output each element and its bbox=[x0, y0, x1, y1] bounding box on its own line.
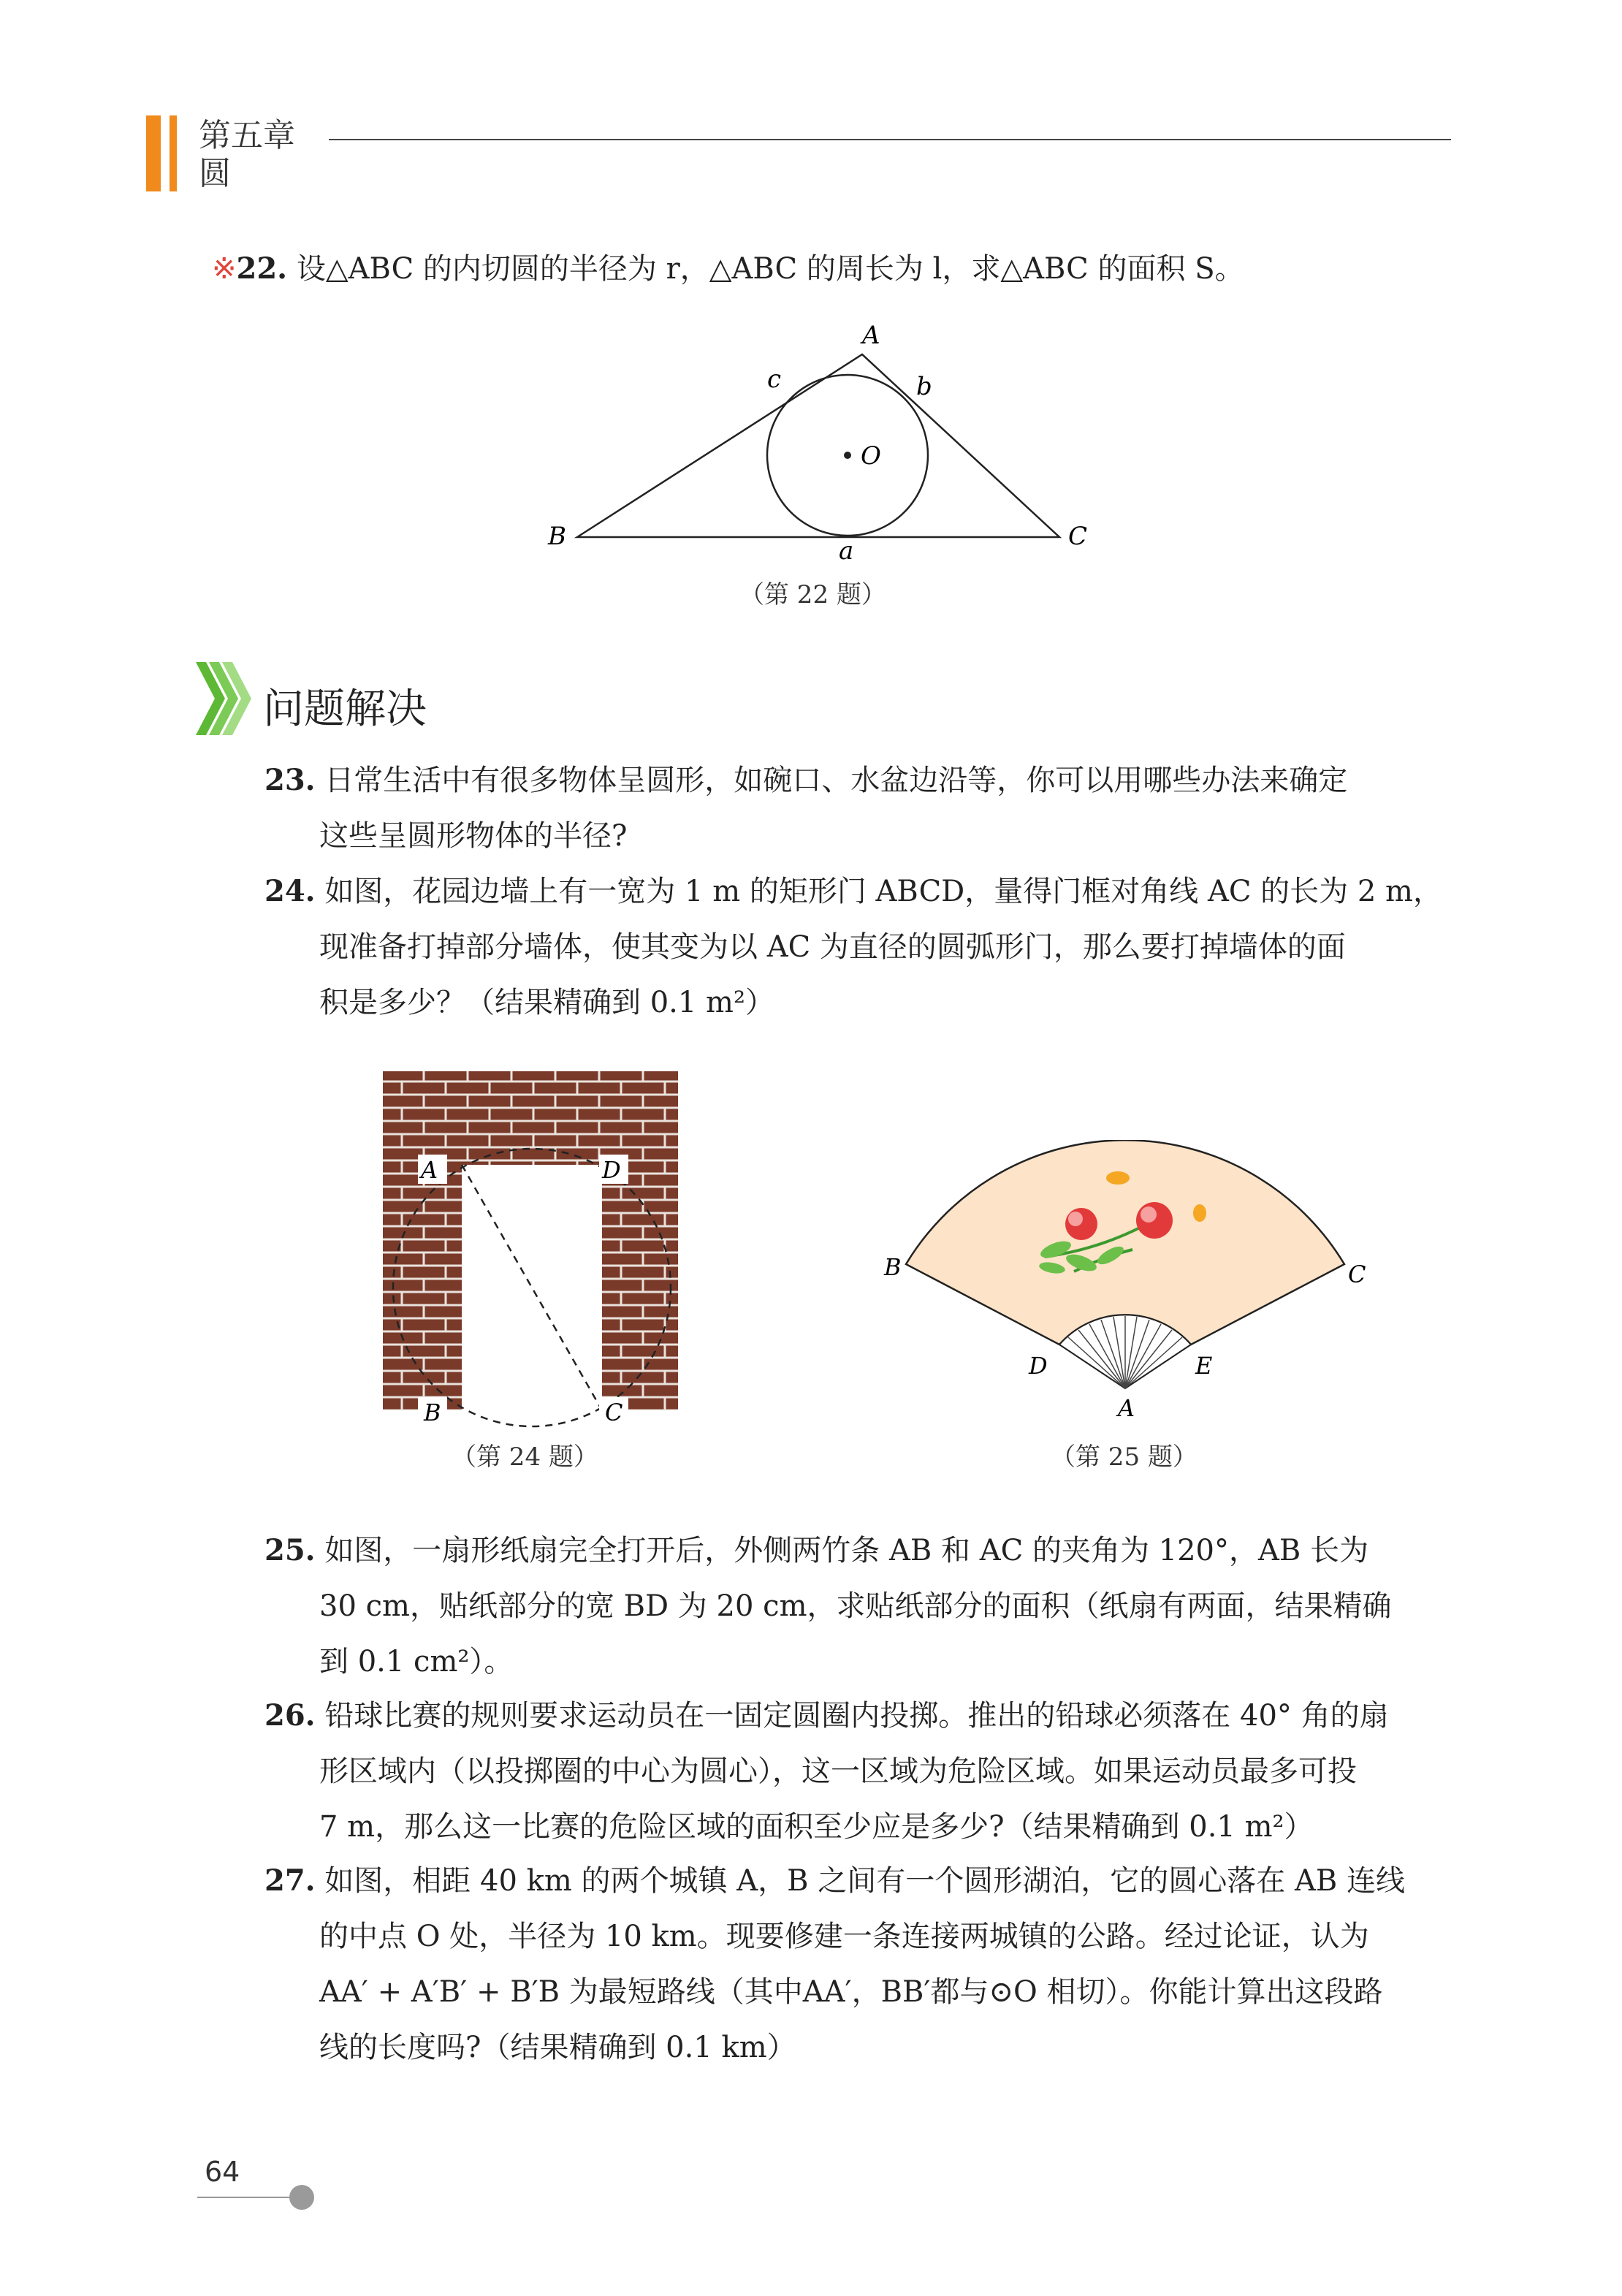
question-text-line: 如图，一扇形纸扇完全打开后，外侧两竹条 AB 和 AC 的夹角为 120°，AB 长为 bbox=[324, 1534, 1369, 1567]
footer-dot bbox=[289, 2185, 314, 2210]
chapter-title: 圆 bbox=[199, 155, 231, 192]
question-25 bbox=[264, 1523, 1463, 1689]
question-text-line: 铅球比赛的规则要求运动员在一固定圆圈内投掷。推出的铅球必须落在 40° 角的扇 bbox=[324, 1699, 1389, 1733]
question-text: 设△ABC 的内切圆的半径为 r，△ABC 的周长为 l，求△ABC 的面积 S。 bbox=[296, 252, 1244, 286]
question-number: 23. bbox=[264, 763, 316, 797]
label-fan-c: C bbox=[1348, 1261, 1366, 1288]
page-number: 64 bbox=[205, 2156, 240, 2188]
header-rule bbox=[329, 139, 1451, 140]
question-text-line: 30 cm，贴纸部分的宽 BD 为 20 cm，求贴纸部分的面积（纸扇有两面，结果精确 bbox=[319, 1589, 1392, 1623]
label-b-vertex: B bbox=[548, 522, 566, 551]
center-point bbox=[844, 452, 851, 459]
question-text-line: 日常生活中有很多物体呈圆形，如碗口、水盆边沿等，你可以用哪些办法来确定 bbox=[324, 764, 1348, 797]
footer-rule bbox=[197, 2197, 292, 2198]
question-text-line: 如图，花园边墙上有一宽为 1 m 的矩形门 ABCD，量得门框对角线 AC 的长为 2 m， bbox=[324, 875, 1442, 908]
label-c-vertex: C bbox=[1068, 522, 1088, 551]
question-number: 24. bbox=[264, 874, 316, 908]
question-23 bbox=[264, 753, 1463, 864]
label-fan-b: B bbox=[884, 1253, 902, 1281]
label-side-b: b bbox=[916, 372, 932, 401]
figure-22-caption: （第 22 题） bbox=[739, 580, 886, 609]
question-number: 26. bbox=[264, 1698, 316, 1733]
question-27 bbox=[264, 1853, 1463, 2075]
question-24 bbox=[264, 864, 1463, 1030]
question-text-line: 的中点 O 处，半径为 10 km。现要修建一条连接两城镇的公路。经过论证，认为 bbox=[319, 1920, 1369, 1953]
label-side-a: a bbox=[839, 536, 854, 566]
question-text-line: 到 0.1 cm²）。 bbox=[319, 1645, 514, 1679]
fan-paper bbox=[906, 1140, 1344, 1345]
question-text-line: 形区域内（以投掷圈的中心为圆心），这一区域为危险区域。如果运动员最多可投 bbox=[319, 1755, 1357, 1788]
chapter-number: 第五章 bbox=[199, 117, 295, 154]
label-fan-e: E bbox=[1195, 1352, 1213, 1380]
question-text-line: 积是多少？（结果精确到 0.1 m²） bbox=[319, 986, 775, 1019]
figure-24 bbox=[380, 1068, 687, 1434]
section-chevron-icon bbox=[196, 662, 262, 735]
figure-25-caption: （第 25 题） bbox=[1051, 1442, 1198, 1472]
label-a-vertex: A bbox=[862, 322, 880, 350]
header-accent-bar bbox=[146, 115, 161, 191]
question-26 bbox=[264, 1688, 1463, 1855]
question-number: 27. bbox=[264, 1863, 316, 1898]
label-fan-d: D bbox=[1029, 1352, 1048, 1380]
label-door-c: C bbox=[605, 1399, 623, 1426]
question-number: 22. bbox=[236, 251, 288, 286]
question-text-line: 7 m，那么这一比赛的危险区域的面积至少应是多少?（结果精确到 0.1 m²） bbox=[319, 1810, 1314, 1844]
question-text-line: 现准备打掉部分墙体，使其变为以 AC 为直径的圆弧形门，那么要打掉墙体的面 bbox=[319, 930, 1346, 964]
question-22 bbox=[212, 241, 1244, 297]
header-accent-bar-thin bbox=[170, 115, 177, 191]
label-side-c: c bbox=[767, 365, 782, 394]
figure-22 bbox=[541, 322, 1111, 570]
section-title: 问题解决 bbox=[263, 685, 427, 733]
label-door-d: D bbox=[602, 1156, 621, 1184]
question-text-line: AA′ + A′B′ + B′B 为最短路线（其中AA′，BB′都与⊙O 相切）。你能计算出这段路 bbox=[319, 1975, 1383, 2009]
question-text-line: 线的长度吗?（结果精确到 0.1 km） bbox=[319, 2031, 796, 2064]
optional-mark: ※ bbox=[212, 252, 237, 286]
label-o-center: O bbox=[861, 441, 881, 471]
question-number: 25. bbox=[264, 1533, 316, 1567]
label-door-b: B bbox=[424, 1399, 441, 1426]
figure-24-caption: （第 24 题） bbox=[452, 1442, 598, 1472]
figure-25 bbox=[862, 1140, 1403, 1432]
label-fan-a: A bbox=[1118, 1394, 1135, 1422]
question-text-line: 这些呈圆形物体的半径? bbox=[319, 819, 628, 853]
question-text-line: 如图，相距 40 km 的两个城镇 A，B 之间有一个圆形湖泊，它的圆心落在 AB 连线 bbox=[324, 1864, 1405, 1898]
label-door-a: A bbox=[421, 1156, 438, 1184]
triangle-abc bbox=[577, 354, 1059, 537]
chapter-heading bbox=[199, 117, 295, 193]
